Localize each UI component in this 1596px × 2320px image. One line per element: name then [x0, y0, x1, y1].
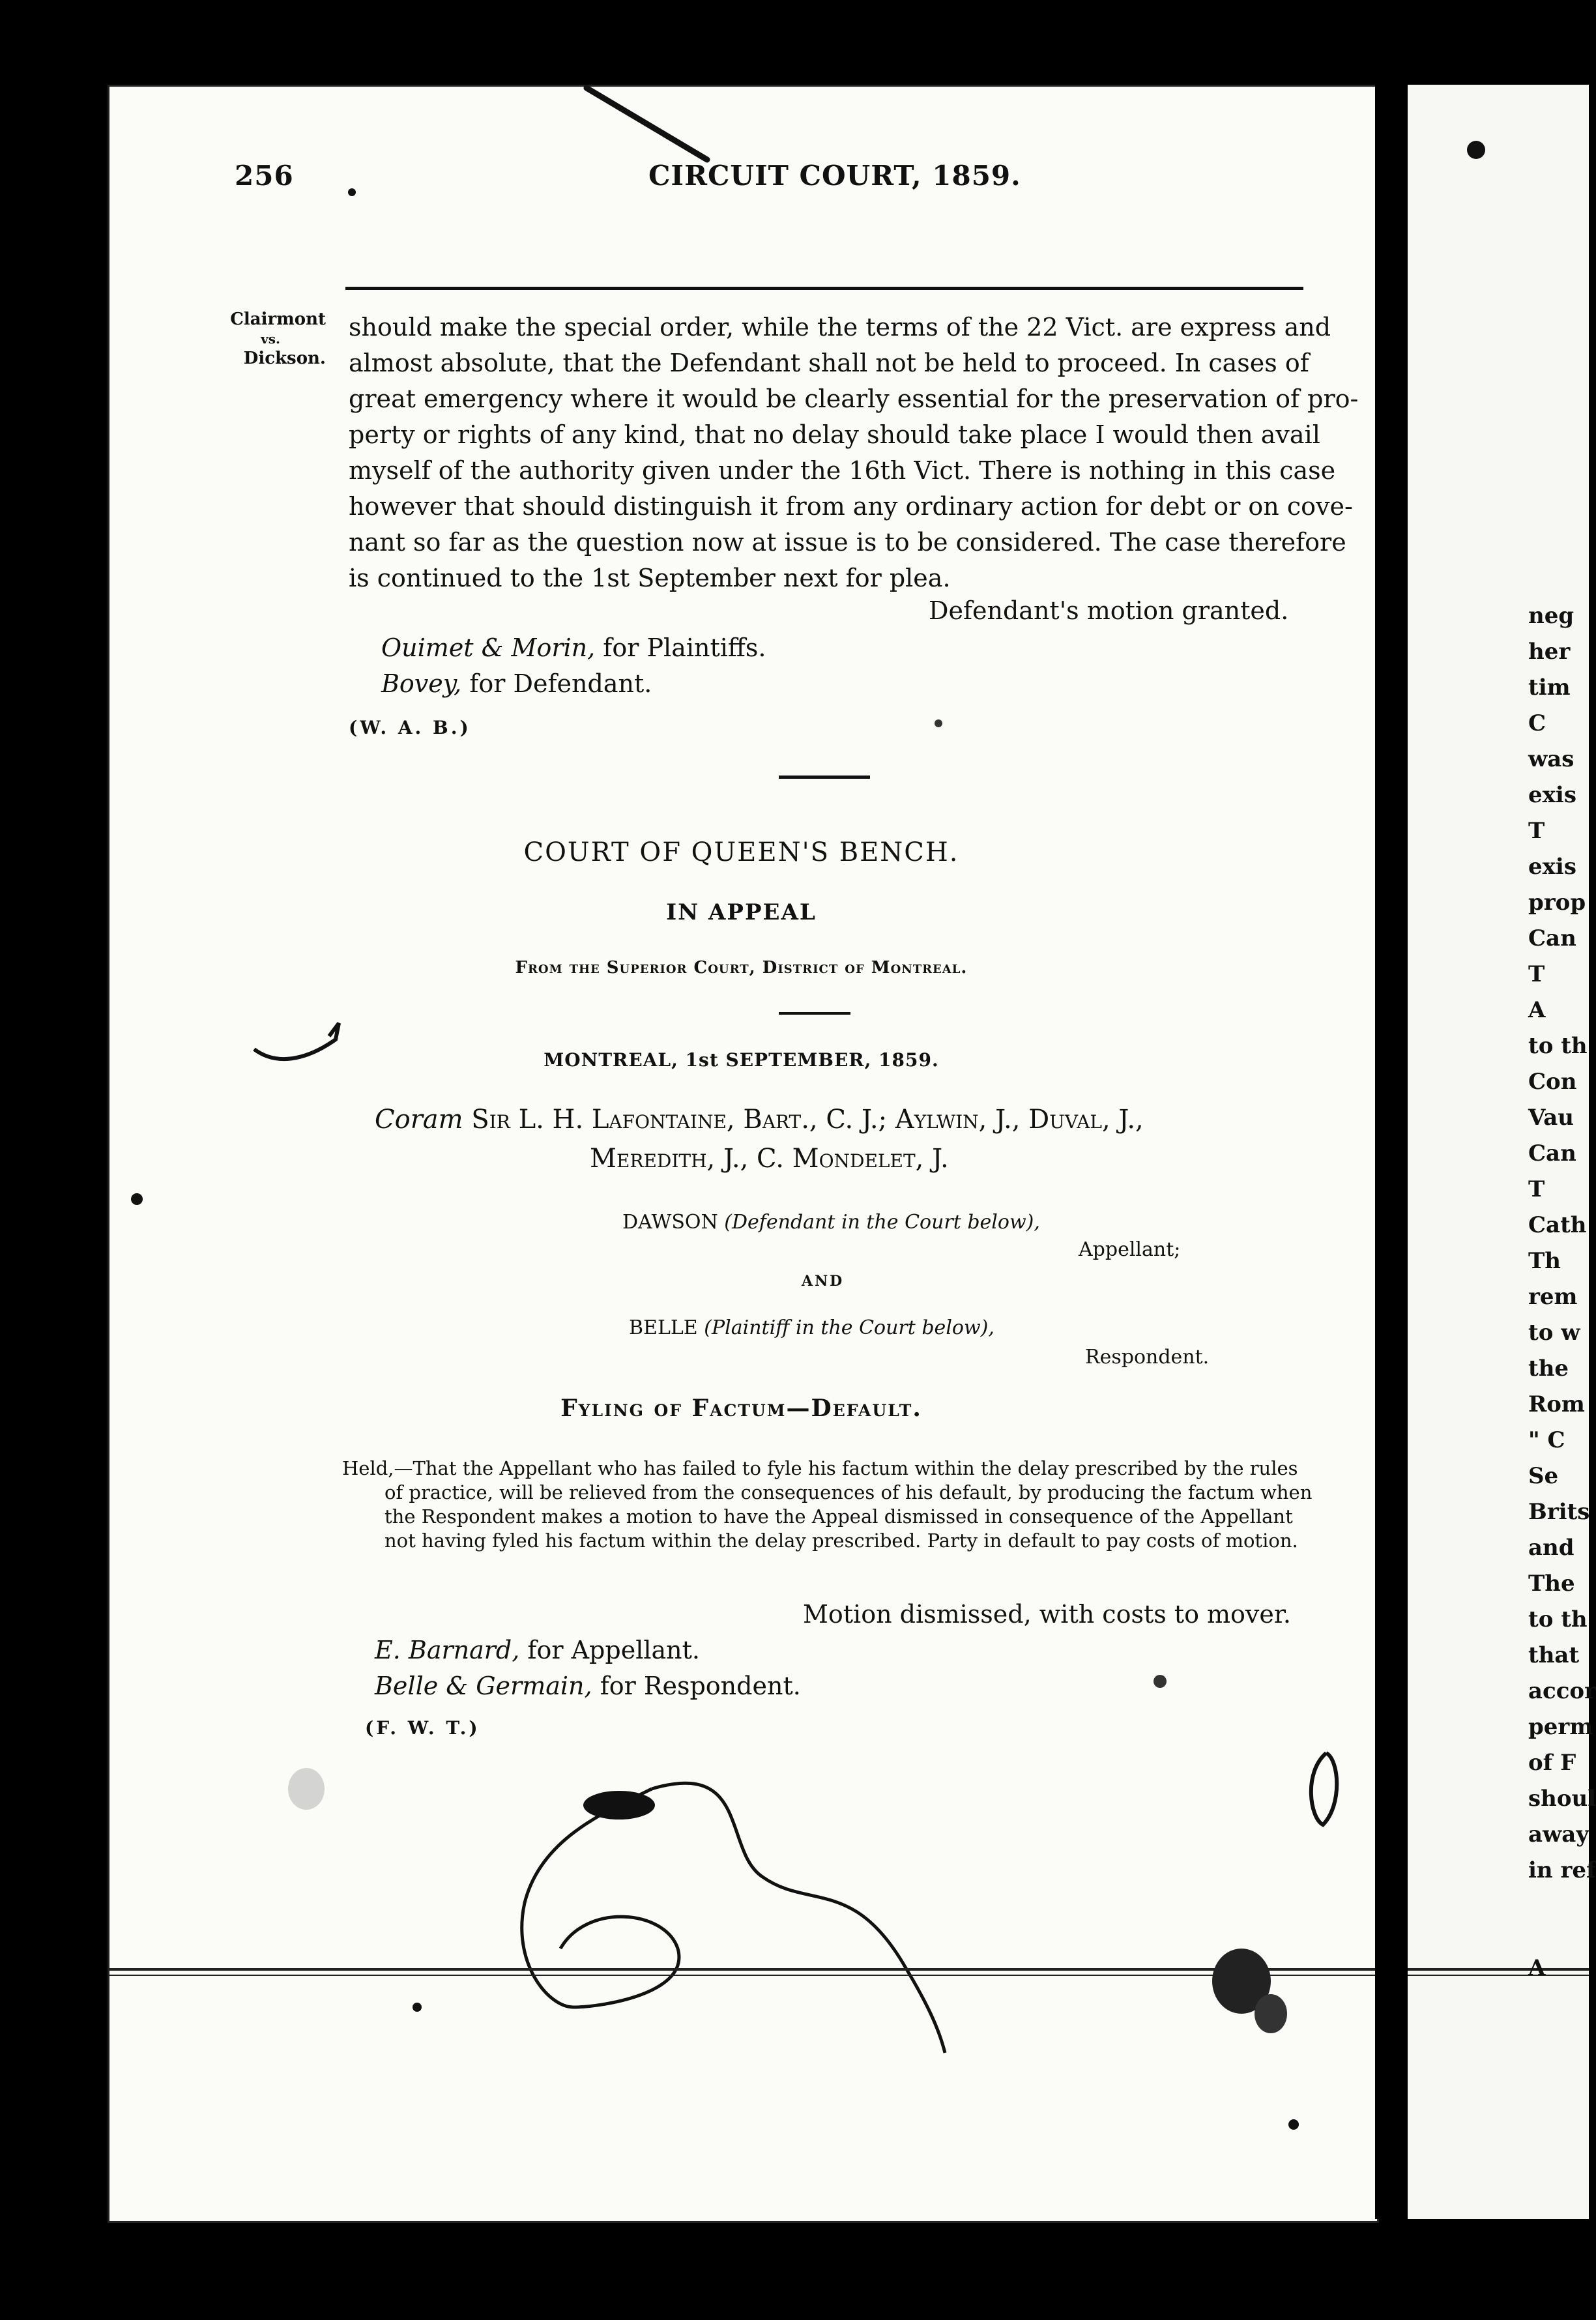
defendant-attorney: Bovey,: [381, 669, 462, 698]
plaintiff-counsel: [381, 633, 766, 662]
right-page-text: A: [1528, 1955, 1546, 1981]
text-line: myself of the authority given under the 16th Vict. There is nothing in this case: [349, 456, 1336, 485]
right-page-text: to th: [1528, 1033, 1588, 1059]
and-connector: AND: [802, 1273, 845, 1290]
respondent-description: (Plaintiff in the Court below),: [697, 1316, 994, 1339]
bottom-rule: [108, 1968, 1589, 1971]
right-page-text: exis: [1528, 854, 1576, 880]
defendant-counsel: [381, 669, 652, 698]
text-line: great emergency where it would be clearly essential for the preservation of pro-: [349, 384, 1359, 413]
respondent-counsel: [375, 1672, 801, 1700]
right-page-text: Th: [1528, 1248, 1561, 1274]
short-divider: [779, 1012, 850, 1015]
case-sidenote: [189, 310, 326, 368]
decision-date: MONTREAL, 1st SEPTEMBER, 1859.: [544, 1049, 939, 1071]
appellant-attorney: E. Barnard,: [375, 1636, 520, 1664]
page-number: 256: [235, 160, 294, 192]
headnote-line: Held,—That the Appellant who has failed to fyle his factum within the delay prescribed by the rules: [342, 1457, 1298, 1479]
appellant-attorney-role: for Appellant.: [519, 1636, 700, 1664]
text-line: is continued to the 1st September next for plea.: [349, 564, 951, 592]
subcourt-title: IN APPEAL: [666, 899, 817, 925]
right-page-text: Brits: [1528, 1499, 1590, 1525]
appellant-counsel: [375, 1636, 700, 1664]
text-line: perty or rights of any kind, that no delay should take place I would then avail: [349, 420, 1320, 449]
defendant-role: for Defendant.: [461, 669, 652, 698]
appellant-description: (Defendant in the Court below),: [718, 1211, 1040, 1234]
headnote: [342, 1457, 1313, 1553]
right-page-text: The: [1528, 1571, 1575, 1597]
right-page-text: Con: [1528, 1069, 1577, 1095]
right-page-text: Vau: [1528, 1105, 1574, 1131]
right-page-text: in ref: [1528, 1857, 1596, 1883]
second-case-result: Motion dismissed, with costs to mover.: [803, 1600, 1291, 1629]
right-page-text: exis: [1528, 782, 1576, 808]
running-title: CIRCUIT COURT, 1859.: [648, 160, 1021, 192]
plaintiff-role: for Plaintiffs.: [595, 633, 766, 662]
right-page-text: to w: [1528, 1320, 1580, 1346]
right-page-text: away: [1528, 1821, 1589, 1848]
sidenote-vs: vs.: [261, 331, 280, 347]
right-page-text: C: [1528, 710, 1546, 736]
right-page-text: " C: [1528, 1427, 1565, 1453]
text-line: however that should distinguish it from any ordinary action for debt or on cove-: [349, 492, 1353, 521]
right-page-text: that: [1528, 1642, 1580, 1668]
right-page-text: T: [1528, 1176, 1545, 1202]
text-line: should make the special order, while the terms of the 22 Vict. are express and: [349, 313, 1331, 341]
right-page-text: perm: [1528, 1714, 1593, 1740]
right-page-text: the: [1528, 1356, 1569, 1382]
right-page-text: T: [1528, 818, 1545, 844]
reporter-initials-2: (F. W. T.): [365, 1717, 480, 1739]
right-page-text: tim: [1528, 674, 1571, 701]
right-page-text: Can: [1528, 1140, 1576, 1167]
respondent-role: Respondent.: [1085, 1346, 1210, 1369]
respondent-attorneys-role: for Respondent.: [592, 1672, 801, 1700]
reporter-initials-1: (W. A. B.): [349, 717, 471, 738]
section-divider: [779, 776, 870, 779]
headnote-line: of practice, will be relieved from the consequences of his default, by producing the factum when: [384, 1481, 1313, 1503]
right-page-text: to th: [1528, 1606, 1588, 1632]
respondent-line: [629, 1316, 994, 1339]
coram-word: Coram: [375, 1105, 463, 1135]
court-title: COURT OF QUEEN'S BENCH.: [523, 837, 959, 867]
right-page-text: prop: [1528, 890, 1586, 916]
right-page-text: T: [1528, 961, 1545, 987]
first-case-result: Defendant's motion granted.: [929, 596, 1289, 625]
appeal-origin: From the Superior Court, District of Montreal.: [515, 958, 968, 978]
right-page-text: her: [1528, 639, 1571, 665]
respondent-attorneys: Belle & Germain,: [375, 1672, 592, 1700]
judges-line-2: Meredith, J., C. Mondelet, J.: [590, 1144, 949, 1174]
headnote-line: the Respondent makes a motion to have the Appeal dismissed in consequence of the Appellant: [384, 1505, 1293, 1528]
right-page-text: and: [1528, 1535, 1574, 1561]
headnote-line: not having fyled his factum within the delay prescribed. Party in default to pay costs of motion.: [384, 1530, 1298, 1552]
right-page-text: neg: [1528, 603, 1574, 629]
page-gutter: [1375, 85, 1408, 2219]
appellant-role: Appellant;: [1079, 1238, 1181, 1261]
coram-line-1: [375, 1105, 1144, 1135]
header-rule: [345, 287, 1303, 290]
judgment-text: [349, 310, 1359, 596]
appellant-line: [622, 1211, 1040, 1234]
bottom-rule: [108, 1975, 1589, 1976]
plaintiff-attorneys: Ouimet & Morin,: [381, 633, 596, 662]
right-page-text: accor: [1528, 1678, 1596, 1704]
right-page-text: Se: [1528, 1463, 1559, 1489]
sidenote-plaintiff: Clairmont: [230, 310, 326, 329]
respondent-name: BELLE: [629, 1316, 698, 1339]
right-page-text: of F: [1528, 1750, 1576, 1776]
right-page-text: Rom: [1528, 1391, 1585, 1417]
right-page-text: rem: [1528, 1284, 1578, 1310]
sidenote-defendant: Dickson.: [243, 349, 326, 368]
right-page-text: A: [1528, 997, 1546, 1023]
right-page-text: Can: [1528, 925, 1576, 951]
judges-line-1: Sir L. H. Lafontaine, Bart., C. J.; Aylwin, J., Duval, J.,: [463, 1105, 1144, 1135]
right-page-text: was: [1528, 746, 1574, 772]
appellant-name: DAWSON: [622, 1211, 718, 1234]
case-heading: Fyling of Factum—Default.: [560, 1395, 922, 1422]
right-page-text: Cath: [1528, 1212, 1587, 1238]
right-page-text: shoul: [1528, 1786, 1596, 1812]
text-line: nant so far as the question now at issue is to be considered. The case therefore: [349, 528, 1346, 557]
page-header: [235, 160, 1303, 199]
text-line: almost absolute, that the Defendant shall not be held to proceed. In cases of: [349, 349, 1309, 377]
